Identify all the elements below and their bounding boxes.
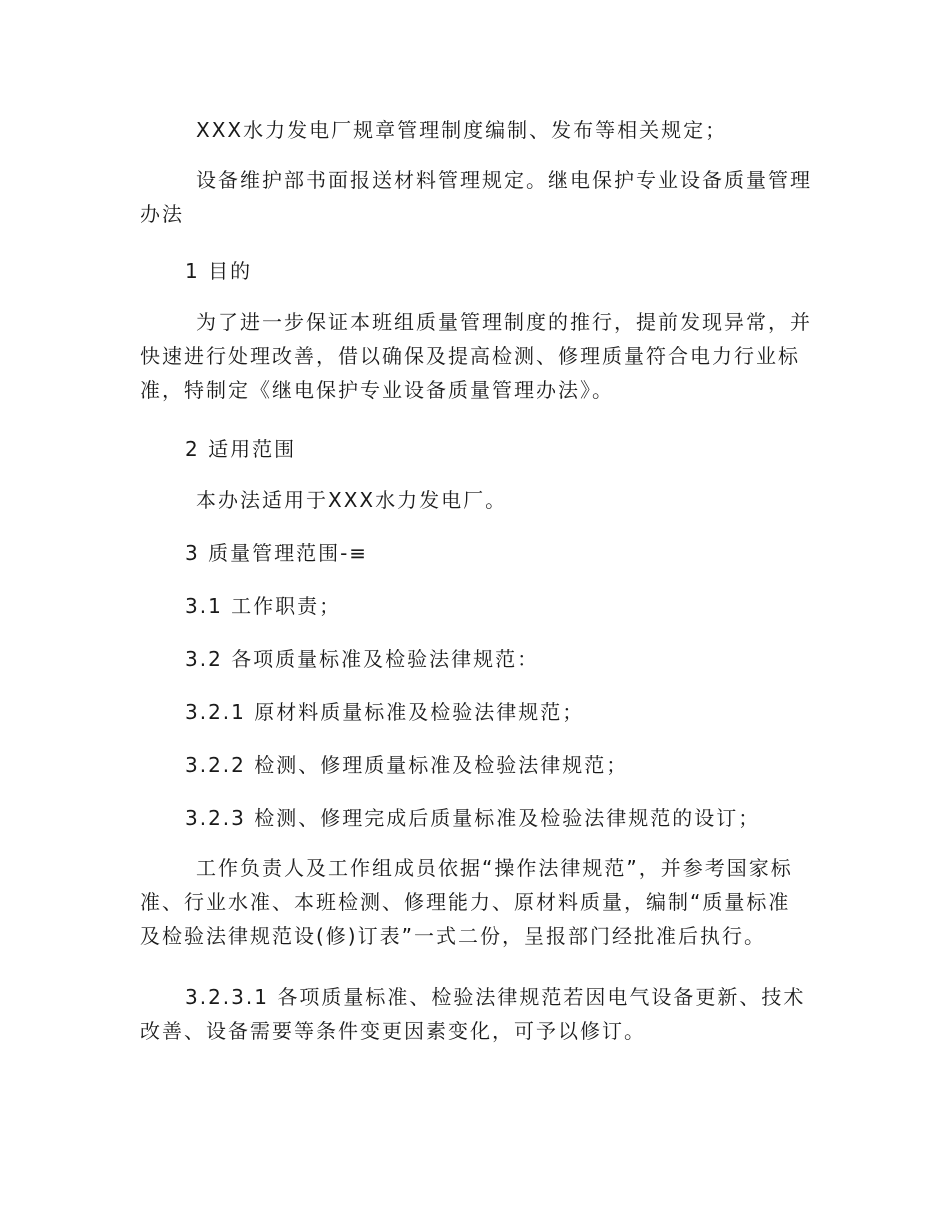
paragraph-regulation-compilation	[196, 113, 727, 147]
text-line: 及检验法律规范设(修)订表”一式二份，呈报部门经批准后执行。	[140, 924, 766, 948]
paragraph-equipment-maintenance	[140, 163, 812, 231]
text-line: 3.2.2 检测、修理质量标准及检验法律规范；	[185, 753, 629, 777]
heading-quality-scope	[185, 536, 368, 570]
item-3-2	[185, 642, 539, 676]
text-line: 本办法适用于XXX水力发电厂。	[196, 488, 508, 512]
text-line: 工作负责人及工作组成员依据“操作法律规范”，并参考国家标	[196, 856, 793, 880]
paragraph-work-leader	[140, 851, 793, 953]
text-line: 3.2.3 检测、修理完成后质量标准及检验法律规范的设订；	[185, 806, 761, 830]
text-line: XXX水力发电厂规章管理制度编制、发布等相关规定；	[196, 118, 728, 142]
item-3-2-3-1	[140, 980, 806, 1048]
heading-purpose	[185, 254, 252, 288]
text-line: 3.1 工作职责；	[185, 594, 342, 618]
text-line: 改善、设备需要等条件变更因素变化，可予以修订。	[140, 1019, 646, 1043]
item-3-1	[185, 589, 341, 623]
text-line: 准，特制定《继电保护专业设备质量管理办法》。	[140, 378, 614, 402]
text-line: 3.2.3.1 各项质量标准、检验法律规范若因电气设备更新、技术	[185, 985, 806, 1009]
text-line: 准、行业水准、本班检测、修理能力、原材料质量，编制“质量标准	[140, 890, 791, 914]
item-3-2-2	[185, 748, 628, 782]
text-line: 3 质量管理范围-≡	[185, 541, 369, 565]
text-line: 2 适用范围	[185, 437, 297, 461]
text-line: 设备维护部书面报送材料管理规定。继电保护专业设备质量管理	[196, 168, 812, 192]
item-3-2-3	[185, 801, 760, 835]
paragraph-scope-body	[196, 483, 507, 517]
text-line: 为了进一步保证本班组质量管理制度的推行，提前发现异常，并	[196, 310, 812, 334]
item-3-2-1	[185, 695, 584, 729]
text-line: 1 目的	[185, 259, 253, 283]
paragraph-purpose-body	[140, 305, 812, 407]
text-line: 快速进行处理改善，借以确保及提高检测、修理质量符合电力行业标	[140, 344, 800, 368]
text-line: 3.2.1 原材料质量标准及检验法律规范；	[185, 700, 585, 724]
text-line: 办法	[140, 202, 184, 226]
text-line: 3.2 各项质量标准及检验法律规范：	[185, 647, 540, 671]
heading-scope	[185, 432, 296, 466]
